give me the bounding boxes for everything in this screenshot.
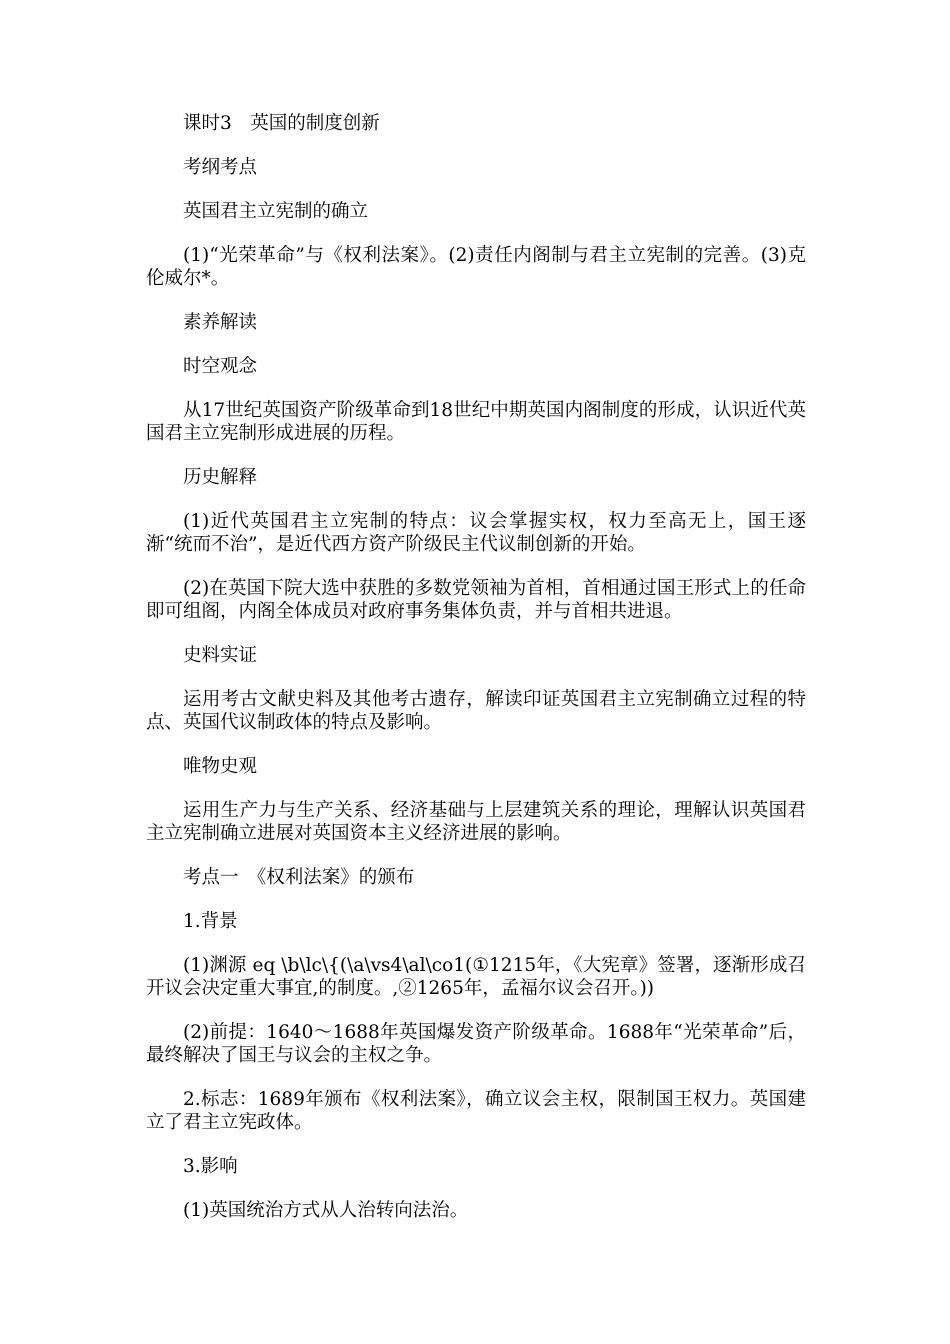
body-paragraph: (1)渊源 eq \b\lc\{(\a\vs4\al\co1(①1215年，《大宪章》签署，逐渐形成召开议会决定重大事宜,的制度。,②1265年，孟福尔议会召开。))	[146, 955, 806, 999]
section-subheading: 1.背景	[183, 911, 238, 932]
section-subheading: 历史解释	[183, 467, 258, 488]
lesson-title: 课时3 英国的制度创新	[183, 113, 380, 134]
body-paragraph: 2.标志：1689年颁布《权利法案》，确立议会主权，限制国王权力。英国建立了君主立宪政体。	[146, 1089, 806, 1133]
section-subheading: 英国君主立宪制的确立	[183, 201, 369, 222]
section-heading: 素养解读	[183, 312, 258, 333]
section-heading: 考纲考点	[183, 157, 258, 178]
body-paragraph: (2)在英国下院大选中获胜的多数党领袖为首相，首相通过国王形式上的任命即可组阁，内阁全体成员对政府事务集体负责，并与首相共进退。	[146, 578, 806, 622]
section-subheading: 3.影响	[183, 1156, 238, 1177]
body-paragraph: (1)英国统治方式从人治转向法治。	[183, 1200, 469, 1221]
body-paragraph: (1)“光荣革命”与《权利法案》。(2)责任内阁制与君主立宪制的完善。(3)克伦威尔*。	[146, 245, 806, 289]
section-subheading: 史料实证	[183, 645, 258, 666]
section-heading: 考点一 《权利法案》的颁布	[183, 867, 415, 888]
section-subheading: 唯物史观	[183, 756, 258, 777]
body-paragraph: 运用生产力与生产关系、经济基础与上层建筑关系的理论，理解认识英国君主立宪制确立进展对英国资本主义经济进展的影响。	[146, 800, 806, 844]
body-paragraph: (2)前提：1640～1688年英国爆发资产阶级革命。1688年“光荣革命”后，最终解决了国王与议会的主权之争。	[146, 1022, 806, 1066]
document-body	[146, 112, 806, 1243]
body-paragraph: 运用考古文献史料及其他考古遗存，解读印证英国君主立宪制确立过程的特点、英国代议制政体的特点及影响。	[146, 689, 806, 733]
body-paragraph: 从17世纪英国资产阶级革命到18世纪中期英国内阁制度的形成，认识近代英国君主立宪制形成进展的历程。	[146, 400, 806, 444]
body-paragraph: (1)近代英国君主立宪制的特点：议会掌握实权，权力至高无上，国王逐渐“统而不治”，是近代西方资产阶级民主代议制创新的开始。	[146, 511, 806, 555]
section-subheading: 时空观念	[183, 356, 258, 377]
